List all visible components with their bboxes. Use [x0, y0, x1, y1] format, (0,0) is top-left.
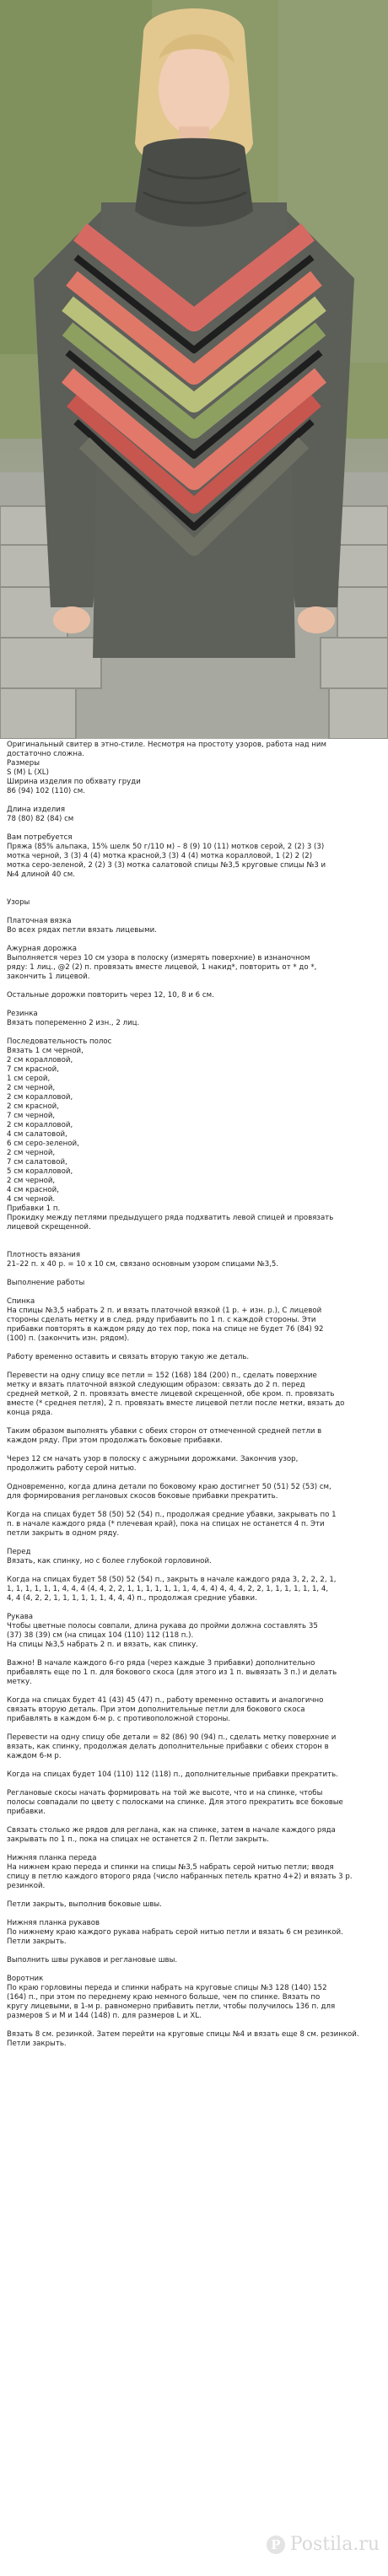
- density-block: [7, 1251, 381, 1269]
- text-line: №4 длиной 40 см.: [7, 870, 75, 879]
- collar-block: [7, 1975, 381, 2021]
- text-line: Перевести на одну спицу все петли = 152 (168) 184 (200) п., сделать поверхние: [7, 1372, 317, 1380]
- text-line: Вязать попеременно 2 изн., 2 лиц.: [7, 1019, 140, 1027]
- text-line: достаточно сложна.: [7, 750, 84, 758]
- list-item: лицевой скрещенной.: [7, 1223, 91, 1231]
- text-line: (164) п., при этом по переднему краю немного больше, чем по спинке. Вязать по: [7, 1993, 321, 2002]
- text-line: Длина изделия: [7, 806, 66, 814]
- text-line: Вязать 8 см. резинкой. Затем перейти на круговые спицы №4 и вязать еще 8 см. резинкой.: [7, 2030, 359, 2039]
- watermark: [267, 2534, 380, 2555]
- collar-block-2: [7, 2030, 381, 2049]
- list-item: 7 см салатовой,: [7, 1158, 67, 1167]
- text-line: резинкой.: [7, 1882, 46, 1890]
- sleeve-block-2: [7, 1659, 381, 1687]
- text-line: Когда на спицах будет 58 (50) 52 (54) п., продолжая средние убавки, закрывать по 1: [7, 1511, 337, 1519]
- text-line: Остальные дорожки повторить через 12, 10, 8 и 6 см.: [7, 991, 214, 1000]
- text-line: Перед: [7, 1548, 31, 1556]
- text-line: Во всех рядах петли вязать лицевыми.: [7, 926, 157, 935]
- text-line: п. в начале каждого ряда (* плечевая край), пока на спицах не останется 4 п. Эти: [7, 1520, 325, 1528]
- text-line: каждом 6-м р.: [7, 1752, 62, 1760]
- text-line: Когда на спицах будет 58 (50) 52 (54) п., закрыть в начале каждого ряда 3, 2, 2, 2, 1,: [7, 1576, 337, 1584]
- text-line: На спицы №3,5 набрать 2 п. и вязать платочной вязкой (1 р. + изн. р.), С лицевой: [7, 1307, 322, 1315]
- text-line: вместе (* среднея петля), 2 п. провязать вместе лицевой петли после метки, вязать до: [7, 1399, 345, 1408]
- text-line: прибавлять еще по 1 п. для бокового скоса (для этого из 1 п. вывязать 3 п.) и делать: [7, 1668, 337, 1677]
- list-item: 2 см коралловой,: [7, 1093, 73, 1102]
- text-line: кругу лицевыми, в 1-м р. равномерно прибавить петли, чтобы получилось 136 п. для: [7, 2002, 336, 2011]
- back-block-4: [7, 1427, 381, 1446]
- list-item: 4 см черной.: [7, 1195, 56, 1204]
- list-item: Вязать 1 см черной,: [7, 1047, 84, 1055]
- text-line: закрывать по 1 п., пока на спицах не останется 2 п. Петли закрыть.: [7, 1835, 269, 1844]
- text-line: 4, 4 (4, 2, 2, 1, 1, 1, 1, 1, 1, 4, 4, 4) п., продолжая средние убавки.: [7, 1594, 257, 1603]
- rezinka-block: [7, 1010, 381, 1028]
- text-line: Пряжа (85% альпака, 15% шелк 50 г/110 м) – 8 (9) 10 (11) мотков серой, 2 (2) 3 (3): [7, 843, 325, 851]
- text-line: Когда на спицах будет 41 (43) 45 (47) п., работу временно оставить и аналогично: [7, 1696, 324, 1705]
- text-line: Нижняя планка переда: [7, 1854, 97, 1862]
- list-item: 5 см коралловой,: [7, 1167, 73, 1176]
- text-line: Вязать, как спинку, но с более глубокой горловиной.: [7, 1557, 212, 1566]
- text-line: мотка черной, 3 (3) 4 (4) мотка красной,3 (3) 4 (4) мотка коралловой, 1 (2) 2 (2): [7, 852, 313, 860]
- length-block: [7, 806, 381, 824]
- text-line: По нижнему краю каждого рукава набрать серой нитью петли и вязать 6 см резинкой.: [7, 1928, 343, 1937]
- text-line: прибавки.: [7, 1808, 46, 1816]
- text-line: метку и вязать платочной вязкой следующим образом: связать до 2 п. перед: [7, 1381, 305, 1389]
- text-line: Петли закрыть, выполнив боковые швы.: [7, 1900, 162, 1909]
- sleeve-block-3: [7, 1696, 381, 1724]
- text-line: 86 (94) 102 (110) см.: [7, 787, 85, 795]
- pattern-text: [0, 741, 388, 2049]
- list-item: 4 см салатовой,: [7, 1130, 67, 1139]
- text-line: Петли закрыть.: [7, 1937, 67, 1946]
- text-line: 1, 1, 1, 1, 1, 1, 4, 4, 4 (4, 4, 2, 2, 1, 1, 1, 1, 1, 1, 1, 4, 4, 4) 4, 4, 4, 2, 2, 1, 1, 1, 1, 1, 1, 4,: [7, 1585, 329, 1593]
- text-line: мотка серо-зеленой, 2 (2) 3 (3) мотка салатовой спицы №3,5 круговые спицы №3 и: [7, 861, 326, 870]
- list-item: 2 см коралловой,: [7, 1121, 73, 1129]
- text-line: каждом ряду. При этом продолжать боковые прибавки.: [7, 1436, 223, 1445]
- list-item: 2 см черной,: [7, 1084, 56, 1092]
- text-line: Таким образом выполнять убавки с обеих сторон от отмеченной средней петли в: [7, 1427, 322, 1436]
- text-line: средней меткой, 2 п. провязать вместе лицевой скрещенной, обе кром. п. провязать: [7, 1390, 335, 1398]
- text-line: Размеры: [7, 759, 40, 768]
- text-line: Одновременно, когда длина детали по боковому краю достигнет 50 (51) 52 (53) см,: [7, 1483, 331, 1491]
- text-line: спицу в петлю каждого второго ряда (число набранных петель кратно 4+2) и вязать 3 р.: [7, 1873, 353, 1881]
- sleeve-block-6: [7, 1789, 381, 1817]
- text-line: прибавлять в каждом 6-м р. с противоположной стороны.: [7, 1715, 230, 1723]
- text-line: Петли закрыть.: [7, 2040, 67, 2048]
- text-line: Спинка: [7, 1297, 35, 1306]
- text-line: Реглановые скосы начать формировать на той же высоте, что и на спинке, чтобы: [7, 1789, 323, 1797]
- text-line: Связать столько же рядов для реглана, как на спинке, затем в начале каждого ряда: [7, 1826, 336, 1835]
- knitted-sweater-photo: [0, 0, 388, 739]
- list-item: 1 см серой,: [7, 1075, 51, 1083]
- text-line: стороны сделать метку и в след. ряду прибавить по 1 п. с каждой стороны. Эти: [7, 1316, 316, 1324]
- back-block-7: [7, 1511, 381, 1539]
- text-line: Ажурная дорожка: [7, 945, 78, 953]
- text-line: Платочная вязка: [7, 917, 72, 925]
- pin-icon: P: [267, 2536, 285, 2554]
- text-line: Выполняется через 10 см узора в полоску (измерять поверхние) в изнаночном: [7, 954, 310, 962]
- description-block: [7, 741, 381, 796]
- text-line: Вам потребуется: [7, 833, 73, 842]
- text-line: полосы совпадали по цвету с полосками на спинке. Для этого прекратить все боковые: [7, 1798, 343, 1807]
- text-line: Перевести на одну спицу обе детали = 82 (86) 90 (94) п., сделать метку поверхние и: [7, 1733, 337, 1742]
- planki-block-1: [7, 1854, 381, 1891]
- planki-block-3: [7, 1919, 381, 1947]
- text-line: (37) 38 (39) см (на спицах 104 (110) 112 (118 п.).: [7, 1631, 194, 1640]
- text-line: Ширина изделия по обхвату груди: [7, 778, 141, 786]
- text-line: вязать, как спинку, продолжая делать дополнительные прибавки с обеих сторон в: [7, 1743, 329, 1751]
- text-line: Важно! В начале каждого 6-го ряда (через каждые 3 прибавки) дополнительно: [7, 1659, 315, 1668]
- list-item: 2 см черной,: [7, 1149, 56, 1157]
- list-item: 7 см черной,: [7, 1112, 56, 1120]
- text-line: ряду: 1 лиц., @2 (2) п. провязать вместе лицевой, 1 накид*, повторить от * до *,: [7, 963, 317, 972]
- text-line: Через 12 см начать узор в полоску с ажурными дорожками. Закончив узор,: [7, 1455, 299, 1463]
- sleeve-block-7: [7, 1826, 381, 1845]
- text-line: Рукава: [7, 1613, 34, 1621]
- text-line: На нижнем краю переда и спинки на спицы №3,5 набрать серой нитью петли; вводя: [7, 1863, 334, 1872]
- text-line: связать вторую деталь. При этом дополнительные петли для бокового скоса: [7, 1706, 305, 1714]
- text-line: Работу временно оставить и связать вторую такую же деталь.: [7, 1353, 250, 1361]
- text-line: 21–22 п. х 40 р. = 10 х 10 см, связано основным узором спицами №3,5.: [7, 1260, 279, 1269]
- text-line: для формирования реглановых скосов боковые прибавки прекратить.: [7, 1492, 278, 1501]
- text-line: На спицы №3,5 набрать 2 п. и вязать, как спинку.: [7, 1641, 198, 1649]
- list-item: 2 см черной,: [7, 1177, 56, 1185]
- sleeve-block: [7, 1613, 381, 1650]
- list-item: 6 см серо-зеленой,: [7, 1140, 79, 1148]
- stripes-list: [7, 1047, 381, 1232]
- text-line: прибавки повторять в каждом ряду до тех пор, пока на спице не будет 76 (84) 92: [7, 1325, 324, 1334]
- back-block-5: [7, 1455, 381, 1474]
- text-line: закончить 1 лицевой.: [7, 973, 90, 981]
- front-block: [7, 1548, 381, 1566]
- platochnaya-block: [7, 917, 381, 935]
- text-line: Плотность вязания: [7, 1251, 81, 1259]
- section-title: Узоры: [7, 898, 30, 907]
- text-line: петли закрыть в одном ряду.: [7, 1529, 120, 1538]
- text-line: Воротник: [7, 1975, 44, 1983]
- watermark-text: Postila.ru: [289, 2534, 380, 2555]
- text-line: размеров S и М и 144 (148) п. для размеров L и XL.: [7, 2012, 202, 2020]
- text-line: Выполнить швы рукавов и реглановые швы.: [7, 1956, 178, 1964]
- product-photo: [0, 0, 388, 739]
- text-line: По краю горловины переда и спинки набрать на круговые спицы №3 128 (140) 152: [7, 1984, 327, 1992]
- text-line: конца ряда.: [7, 1409, 53, 1417]
- list-item: 4 см красной,: [7, 1186, 59, 1194]
- list-item: 2 см красной,: [7, 1102, 59, 1111]
- sleeve-block-4: [7, 1733, 381, 1761]
- back-block-6: [7, 1483, 381, 1501]
- back-block: [7, 1297, 381, 1344]
- list-item: 2 см коралловой,: [7, 1056, 73, 1064]
- section-title: Выполнение работы: [7, 1279, 85, 1287]
- text-line: Нижняя планка рукавов: [7, 1919, 100, 1927]
- text-line: 78 (80) 82 (84) см: [7, 815, 74, 823]
- azhur-block: [7, 945, 381, 982]
- text-line: продолжить работу серой нитью.: [7, 1464, 137, 1473]
- section-title: Последовательность полос: [7, 1037, 112, 1046]
- text-line: S (M) L (XL): [7, 768, 49, 777]
- text-line: Резинка: [7, 1010, 38, 1018]
- materials-block: [7, 833, 381, 880]
- back-block-3: [7, 1372, 381, 1418]
- list-item: Прибавки 1 п.: [7, 1204, 61, 1213]
- text-line: Когда на спицах будет 104 (110) 112 (118) п., дополнительные прибавки прекратить.: [7, 1770, 338, 1779]
- text-line: (100) п. (закончить изн. рядом).: [7, 1334, 130, 1343]
- text-line: Чтобы цветные полосы совпали, длина рукава до пройми должна составлять 35: [7, 1622, 318, 1630]
- text-line: метку.: [7, 1678, 32, 1686]
- list-item: 7 см красной,: [7, 1065, 59, 1074]
- front-block-2: [7, 1576, 381, 1603]
- text-line: Оригинальный свитер в этно-стиле. Несмотря на простоту узоров, работа над ним: [7, 741, 326, 749]
- list-item: Прокидку между петлями предыдущего ряда подхватить левой спицей и провязать: [7, 1214, 334, 1222]
